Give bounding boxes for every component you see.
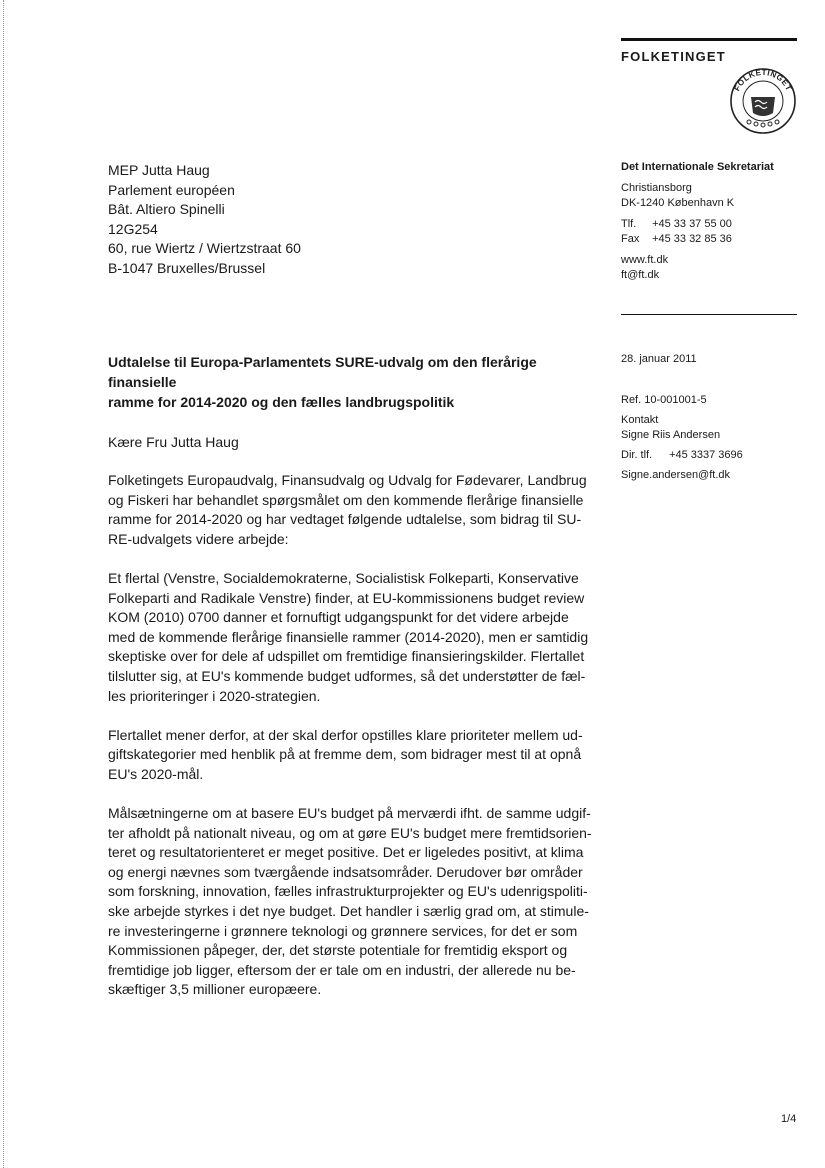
phone-number: +45 33 37 55 00 — [652, 218, 732, 230]
svg-text:FOLKETINGET — [732, 68, 793, 93]
recipient-line: 12G254 — [108, 220, 158, 237]
letterhead-divider — [621, 314, 797, 315]
body-line: Folketingets Europaudvalg, Finansudvalg og Udvalg for Fødevarer, Landbrug — [108, 472, 587, 488]
body-paragraph — [108, 726, 588, 785]
recipient-line: Parlement européen — [108, 181, 235, 198]
subject-line: ramme for 2014-2020 og den fælles landbrugspolitik — [108, 394, 455, 410]
body-line: teret og resultatorienteret er meget positive. Det er ligeledes positivt, at klima — [108, 844, 584, 861]
body-line: fremtidige job ligger, eftersom der er tale om en industri, der allerede nu be- — [108, 961, 576, 978]
body-paragraph — [108, 804, 592, 1000]
reference-block — [621, 352, 816, 483]
body-line: EU's 2020-mål. — [108, 765, 204, 782]
body-line: skæftiger 3,5 millioner europæere. — [108, 981, 322, 998]
address-line: Christiansborg — [621, 182, 692, 194]
recipient-address — [108, 161, 301, 279]
department-name: Det Internationale Sekretariat — [621, 161, 774, 173]
body-line: ter afholdt på nationalt niveau, og om at gøre EU's budget mere fremtidsorien- — [108, 824, 592, 841]
reference-number: Ref. 10-001001-5 — [621, 394, 707, 406]
fax-label: Fax — [621, 233, 640, 245]
body-paragraph — [108, 471, 588, 549]
body-line: Kommissionen påpeger, der, det største potentiale for fremtidig eksport og — [108, 942, 568, 959]
body-line: re investeringerne i grønnere teknologi og grønnere services, for det er som — [108, 922, 578, 939]
sender-block — [621, 160, 811, 283]
recipient-line: Bât. Altiero Spinelli — [108, 201, 225, 218]
body-line: skeptiske over for dele af udspillet om fremtidige finansieringskilder. Flertallet — [108, 648, 585, 665]
direct-phone-number: +45 3337 3696 — [669, 449, 743, 461]
phone-row — [621, 217, 811, 232]
body-line: Et flertal (Venstre, Socialdemokraterne, Socialistisk Folkeparti, Konservative — [108, 569, 579, 586]
email-link[interactable]: ft@ft.dk — [621, 269, 660, 281]
body-line: og energi nævnes som tværgående indsatsområder. Derudover bør områder — [108, 863, 583, 880]
seal-text: FOLKETINGET — [732, 67, 794, 93]
page-number: 1/4 — [781, 1113, 797, 1125]
letter-date: 28. januar 2011 — [621, 353, 697, 365]
folketinget-seal-icon — [729, 67, 797, 135]
contact-name: Signe Riis Andersen — [621, 429, 721, 441]
letter-subject — [108, 352, 608, 412]
recipient-line: MEP Jutta Haug — [108, 162, 210, 178]
body-line: Flertallet mener derfor, at der skal derfor opstilles klare prioriteter mellem ud- — [108, 726, 583, 743]
direct-phone-label: Dir. tlf. — [621, 449, 653, 461]
body-line: KOM (2010) 0700 danner et fornuftigt udgangspunkt for det videre arbejde — [108, 609, 569, 626]
body-line: ske arbejde styrkes i det nye budget. Det handler i særlig grad om, at stimule- — [108, 903, 589, 920]
phone-label: Tlf. — [621, 218, 637, 230]
body-line: som forskning, innovation, fælles infrastrukturprojekter og EU's udenrigspoliti- — [108, 883, 588, 900]
subject-line: Udtalelse til Europa-Parlamentets SURE-udvalg om den flerårige finansielle — [108, 354, 537, 390]
body-line: og Fiskeri har behandlet spørgsmålet om den kommende flerårige finansielle — [108, 491, 584, 508]
address-line: DK-1240 København K — [621, 197, 735, 209]
body-line: Folkeparti and Radikale Venstre) finder, at EU-kommissionens budget review — [108, 589, 585, 606]
salutation: Kære Fru Jutta Haug — [108, 434, 239, 450]
body-line: Målsætningerne om at basere EU's budget på merværdi ifht. de samme udgif- — [108, 805, 591, 822]
body-line: les prioriteringer i 2020-strategien. — [108, 687, 321, 704]
direct-phone-row — [621, 448, 816, 463]
letter-body — [108, 471, 592, 1020]
organization-name: FOLKETINGET — [621, 49, 726, 64]
body-paragraph — [108, 569, 588, 706]
contact-email[interactable]: Signe.andersen@ft.dk — [621, 469, 731, 481]
body-line: giftskategorier med henblik på at fremme dem, som bidrager mest til at opnå — [108, 746, 582, 763]
body-line: RE-udvalgets videre arbejde: — [108, 530, 289, 547]
recipient-line: B-1047 Bruxelles/Brussel — [108, 259, 266, 276]
fax-number: +45 33 32 85 36 — [652, 233, 732, 245]
fax-row — [621, 232, 811, 247]
body-line: med de kommende flerårige finansielle rammer (2014-2020), men er samtidig — [108, 628, 589, 645]
letterhead-top-rule — [621, 38, 797, 41]
body-line: tilslutter sig, at EU's kommende budget udformes, så det understøtter de fæl- — [108, 667, 586, 684]
website-link[interactable]: www.ft.dk — [621, 254, 669, 266]
contact-label: Kontakt — [621, 414, 659, 426]
recipient-line: 60, rue Wiertz / Wiertzstraat 60 — [108, 240, 301, 257]
body-line: ramme for 2014-2020 og har vedtaget følgende udtalelse, som bidrag til SU- — [108, 511, 582, 528]
scan-edge — [3, 0, 5, 1168]
